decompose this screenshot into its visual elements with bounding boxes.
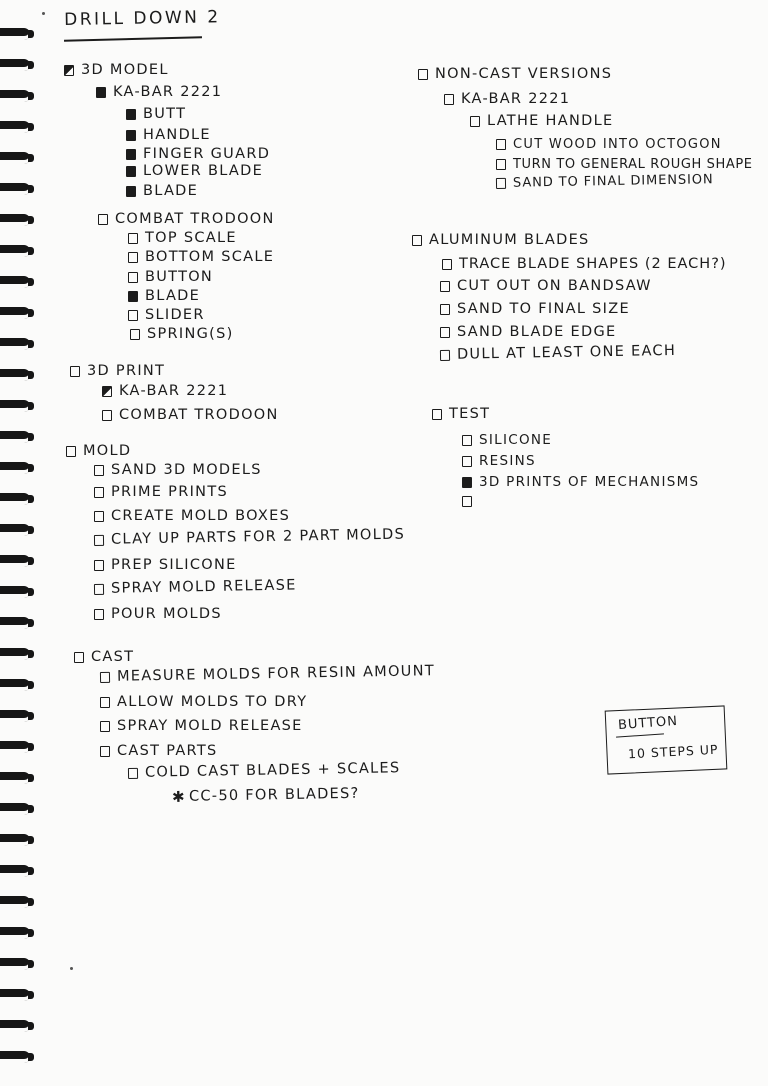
item-label: PRIME PRINTS: [111, 484, 228, 500]
checkbox-icon[interactable]: [102, 410, 112, 421]
checkbox-icon[interactable]: [126, 109, 136, 120]
checklist-item-dull-edge[interactable]: [440, 343, 676, 363]
item-label: ALLOW MOLDS TO DRY: [117, 694, 308, 710]
checkbox-icon[interactable]: [462, 496, 472, 507]
checkbox-icon[interactable]: [128, 252, 138, 263]
item-label: BLADE: [143, 183, 199, 199]
item-label: KA-BAR 2221: [119, 383, 229, 399]
item-label: POUR MOLDS: [111, 606, 222, 622]
checklist-item-kabar[interactable]: [96, 84, 222, 100]
checklist-item-test[interactable]: [432, 406, 490, 422]
item-label: MOLD: [83, 443, 132, 459]
checkbox-icon[interactable]: [100, 721, 110, 732]
checkbox-icon[interactable]: [128, 291, 138, 302]
spiral-ring: [0, 59, 30, 71]
item-label: 3D MODEL: [81, 62, 169, 78]
item-label: TURN TO GENERAL ROUGH SHAPE: [513, 157, 753, 172]
checklist-item-cut-bandsaw[interactable]: [440, 278, 652, 294]
checklist-item-empty[interactable]: [462, 496, 479, 507]
spiral-ring: [0, 648, 30, 660]
item-label: SAND TO FINAL SIZE: [457, 301, 630, 317]
checkbox-icon[interactable]: [126, 149, 136, 160]
checklist-item-bottom-scale[interactable]: [128, 249, 274, 265]
item-label: CAST: [91, 649, 135, 665]
spiral-ring: [0, 803, 30, 815]
spiral-ring: [0, 524, 30, 536]
spiral-ring: [0, 152, 30, 164]
spiral-ring: [0, 741, 30, 753]
checklist-item-measure-molds[interactable]: [100, 663, 435, 685]
item-label: PREP SILICONE: [111, 557, 237, 573]
checkbox-icon[interactable]: [70, 366, 80, 377]
spiral-ring: [0, 276, 30, 288]
checklist-item-cast[interactable]: [74, 649, 134, 665]
item-label: COMBAT TRODOON: [119, 407, 279, 423]
checkbox-icon[interactable]: [130, 329, 140, 340]
page-title: DRILL DOWN 2: [64, 7, 221, 30]
note-cc50: [172, 785, 360, 806]
checklist-item-sand-blade-edge[interactable]: [440, 324, 616, 340]
spiral-ring: [0, 400, 30, 412]
checkbox-icon[interactable]: [442, 259, 452, 270]
checklist-item-aluminum-blades[interactable]: [412, 232, 590, 248]
checklist-item-lower-blade[interactable]: [126, 163, 263, 179]
item-label: DULL AT LEAST ONE EACH: [456, 342, 677, 363]
item-label: COMBAT TRODOON: [115, 211, 275, 227]
item-label: HANDLE: [143, 127, 211, 143]
item-label: TEST: [449, 406, 491, 422]
spiral-ring: [0, 617, 30, 629]
item-label: KA-BAR 2221: [461, 91, 571, 107]
item-label: CUT WOOD INTO OCTOGON: [513, 137, 722, 152]
item-label: BUTTON: [145, 269, 214, 285]
checklist-item-noncast-kabar[interactable]: [444, 91, 570, 107]
checkbox-icon[interactable]: [94, 487, 104, 498]
asterisk-icon: ✱: [171, 787, 187, 806]
checklist-item-prep-silicone[interactable]: [94, 557, 237, 573]
spiral-ring: [0, 834, 30, 846]
checkbox-icon[interactable]: [100, 746, 110, 757]
item-label: LOWER BLADE: [143, 163, 264, 179]
checklist-item-3d-prints-mechanisms[interactable]: [462, 474, 699, 490]
checklist-item-3d-print[interactable]: [70, 363, 165, 379]
checklist-item-cast-spray-release[interactable]: [100, 718, 303, 734]
checklist-item-resins[interactable]: [462, 453, 536, 469]
checklist-item-handle[interactable]: [126, 127, 211, 143]
spiral-ring: [0, 555, 30, 567]
checklist-item-turn-rough-shape[interactable]: [496, 157, 753, 172]
checklist-item-lathe-handle[interactable]: [470, 113, 613, 129]
checkbox-icon[interactable]: [496, 139, 506, 150]
item-label: CC-50 FOR BLADES?: [188, 785, 360, 805]
checkbox-icon[interactable]: [74, 652, 84, 663]
item-label: LATHE HANDLE: [487, 113, 614, 129]
item-label: TRACE BLADE SHAPES (2 EACH?): [459, 256, 727, 272]
item-label: SAND 3D MODELS: [111, 462, 262, 478]
item-label: SPRING(S): [147, 326, 234, 342]
checklist-item-combat-blade[interactable]: [128, 288, 200, 304]
checkbox-icon[interactable]: [126, 186, 136, 197]
checklist-item-3d-model[interactable]: [64, 62, 169, 78]
checkbox-icon[interactable]: [94, 560, 104, 571]
checklist-item-slider[interactable]: [128, 307, 205, 323]
checklist-item-create-mold-boxes[interactable]: [94, 508, 290, 524]
checkbox-icon[interactable]: [496, 159, 506, 170]
item-label: NON-CAST VERSIONS: [435, 66, 613, 82]
checklist-item-clay-up[interactable]: [94, 527, 405, 548]
checkbox-icon[interactable]: [100, 697, 110, 708]
spiral-ring: [0, 710, 30, 722]
note-box-text: 10 STEPS UP: [627, 741, 719, 762]
spiral-ring: [0, 431, 30, 443]
checklist-item-springs[interactable]: [130, 326, 234, 342]
spiral-ring: [0, 679, 30, 691]
checkbox-icon[interactable]: [444, 94, 454, 105]
checkbox-icon[interactable]: [98, 214, 108, 225]
checkbox-icon[interactable]: [94, 511, 104, 522]
checklist-item-top-scale[interactable]: [128, 230, 237, 246]
checkbox-icon[interactable]: [94, 534, 104, 545]
item-label: KA-BAR 2221: [113, 84, 223, 100]
item-label: ALUMINUM BLADES: [429, 232, 590, 248]
checklist-item-combat-trodoon[interactable]: [98, 211, 275, 227]
checklist-item-cast-parts[interactable]: [100, 743, 218, 759]
checklist-item-cut-wood[interactable]: [496, 137, 722, 152]
checklist-item-finger-guard[interactable]: [126, 146, 270, 162]
checkbox-icon[interactable]: [128, 233, 138, 244]
checklist-item-sand-final-size[interactable]: [440, 301, 630, 317]
spiral-binding: [0, 0, 40, 1086]
spiral-ring: [0, 369, 30, 381]
spiral-ring: [0, 121, 30, 133]
checklist-item-sand-final-dimension[interactable]: [496, 172, 714, 191]
paper-speck: [42, 12, 45, 15]
spiral-ring: [0, 1051, 30, 1063]
checkbox-icon[interactable]: [64, 65, 74, 76]
checkbox-icon[interactable]: [94, 465, 104, 476]
checkbox-icon[interactable]: [470, 116, 480, 127]
note-box-title: BUTTON: [617, 713, 679, 734]
item-label: SPRAY MOLD RELEASE: [117, 718, 303, 734]
spiral-ring: [0, 90, 30, 102]
item-label: MEASURE MOLDS FOR RESIN AMOUNT: [116, 663, 436, 685]
item-label: 3D PRINT: [87, 363, 166, 379]
item-label: SPRAY MOLD RELEASE: [110, 577, 297, 597]
checklist-item-allow-molds-dry[interactable]: [100, 694, 307, 710]
checklist-item-print-kabar[interactable]: [102, 383, 228, 399]
spiral-ring: [0, 896, 30, 908]
checklist-item-mold[interactable]: [66, 443, 131, 459]
checkbox-icon[interactable]: [66, 446, 76, 457]
title-underline: [64, 36, 202, 42]
checklist-item-non-cast[interactable]: [418, 66, 612, 82]
item-label: SAND TO FINAL DIMENSION: [512, 172, 714, 191]
checklist-item-cold-cast[interactable]: [128, 760, 401, 781]
checkbox-icon[interactable]: [496, 178, 506, 189]
checkbox-icon[interactable]: [128, 310, 138, 321]
checklist-item-print-combat[interactable]: [102, 407, 279, 423]
checkbox-icon[interactable]: [432, 409, 442, 420]
checkbox-icon[interactable]: [440, 349, 450, 360]
spiral-ring: [0, 214, 30, 226]
checkbox-icon[interactable]: [94, 583, 104, 594]
spiral-ring: [0, 586, 30, 598]
item-label: CREATE MOLD BOXES: [111, 508, 291, 524]
spiral-ring: [0, 865, 30, 877]
spiral-ring: [0, 307, 30, 319]
item-label: SILICONE: [479, 432, 553, 448]
item-label: SLIDER: [145, 307, 205, 323]
checkbox-icon[interactable]: [96, 87, 106, 98]
checklist-item-spray-mold-release[interactable]: [94, 577, 297, 597]
checklist-item-sand-models[interactable]: [94, 462, 262, 478]
item-label: CUT OUT ON BANDSAW: [457, 278, 652, 294]
spiral-ring: [0, 183, 30, 195]
checkbox-icon[interactable]: [462, 435, 472, 446]
checklist-item-prime-prints[interactable]: [94, 484, 228, 500]
checkbox-icon[interactable]: [102, 386, 112, 397]
checkbox-icon[interactable]: [462, 477, 472, 488]
item-label: 3D PRINTS OF MECHANISMS: [479, 474, 700, 490]
checklist-item-trace-blade[interactable]: [442, 256, 727, 272]
item-label: BLADE: [145, 288, 201, 304]
spiral-ring: [0, 927, 30, 939]
checkbox-icon[interactable]: [440, 281, 450, 292]
item-label: BOTTOM SCALE: [145, 249, 275, 265]
checkbox-icon[interactable]: [126, 166, 136, 177]
spiral-ring: [0, 338, 30, 350]
spiral-ring: [0, 28, 30, 40]
checklist-item-button[interactable]: [128, 269, 213, 285]
checklist-item-pour-molds[interactable]: [94, 606, 222, 622]
checkbox-icon[interactable]: [418, 69, 428, 80]
item-label: BUTT: [143, 106, 187, 122]
checkbox-icon[interactable]: [440, 327, 450, 338]
item-label: SAND BLADE EDGE: [457, 324, 617, 340]
item-label: TOP SCALE: [145, 230, 237, 246]
paper-speck: [70, 967, 73, 970]
item-label: FINGER GUARD: [143, 146, 271, 162]
item-label: CLAY UP PARTS FOR 2 PART MOLDS: [110, 526, 406, 548]
spiral-ring: [0, 1020, 30, 1032]
spiral-ring: [0, 462, 30, 474]
checkbox-icon[interactable]: [100, 671, 110, 682]
checklist-item-butt[interactable]: [126, 106, 186, 122]
checkbox-icon[interactable]: [128, 767, 138, 778]
item-label: RESINS: [479, 453, 536, 469]
checkbox-icon[interactable]: [462, 456, 472, 467]
spiral-ring: [0, 772, 30, 784]
checkbox-icon[interactable]: [412, 235, 422, 246]
item-label: COLD CAST BLADES + SCALES: [144, 760, 401, 781]
spiral-ring: [0, 989, 30, 1001]
spiral-ring: [0, 958, 30, 970]
checkbox-icon[interactable]: [440, 304, 450, 315]
checklist-item-blade[interactable]: [126, 183, 198, 199]
item-label: CAST PARTS: [117, 743, 218, 759]
checklist-item-silicone[interactable]: [462, 432, 552, 448]
spiral-ring: [0, 245, 30, 257]
checkbox-icon[interactable]: [94, 609, 104, 620]
checkbox-icon[interactable]: [126, 130, 136, 141]
checkbox-icon[interactable]: [128, 272, 138, 283]
spiral-ring: [0, 493, 30, 505]
